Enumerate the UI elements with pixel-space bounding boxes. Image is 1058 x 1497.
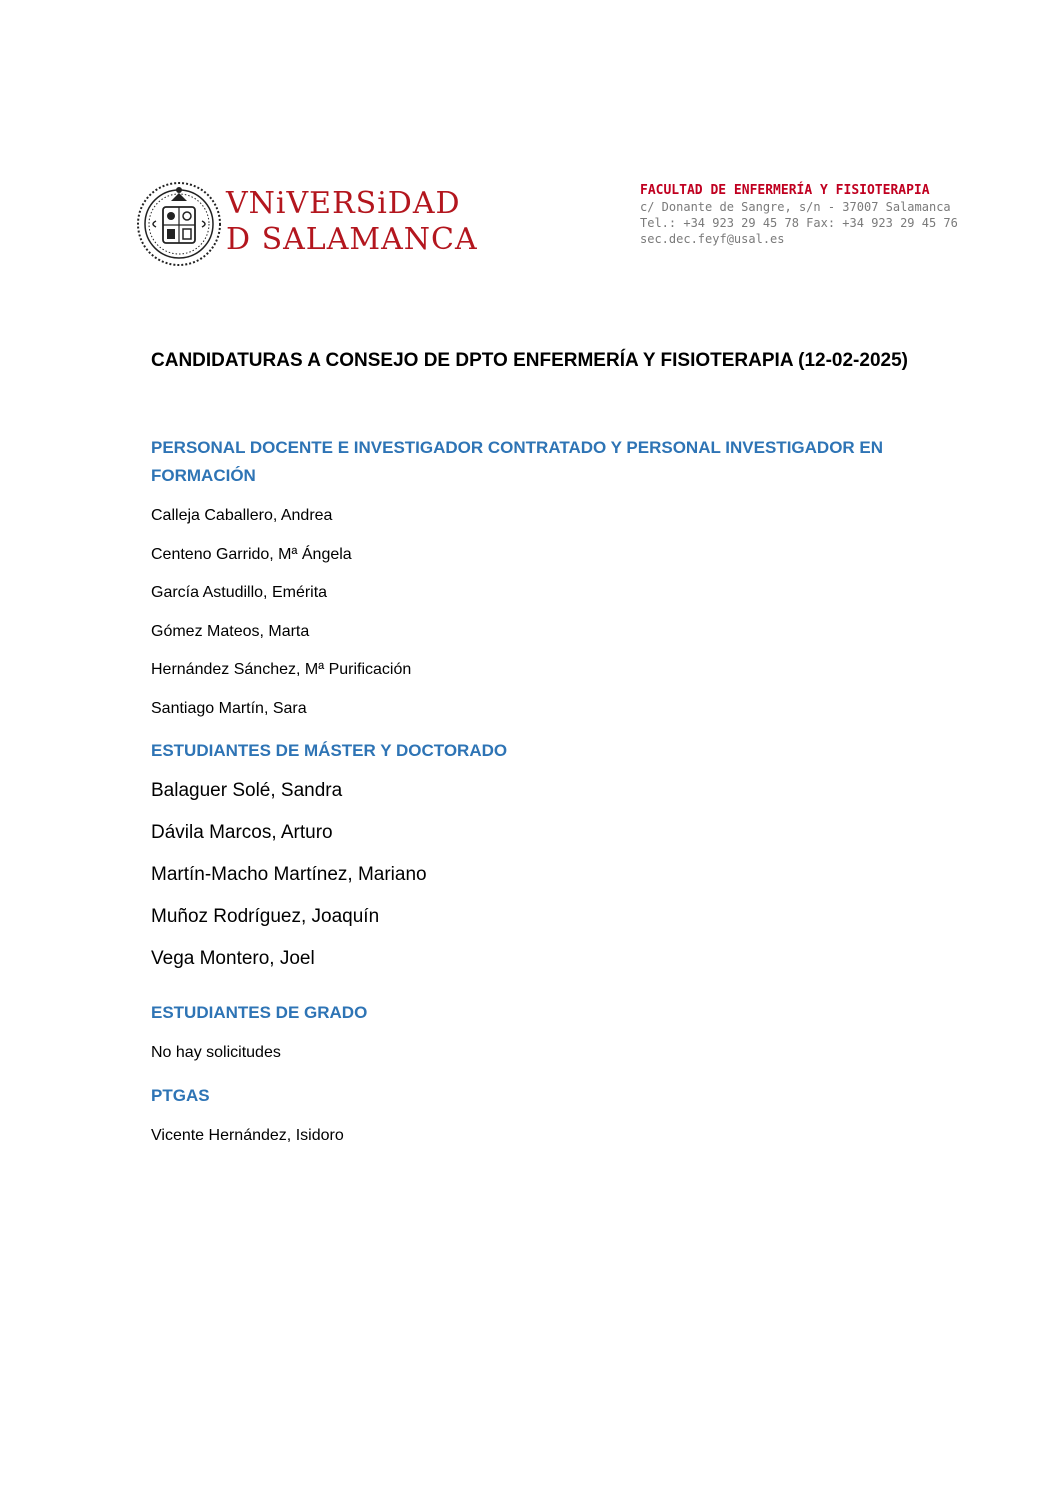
list-item: Gómez Mateos, Marta [151,623,310,640]
list-item: Dávila Marcos, Arturo [151,822,333,843]
section-heading-pdi-line1: PERSONAL DOCENTE E INVESTIGADOR CONTRATADO Y PERSONAL INVESTIGADOR EN [151,438,884,457]
list-item: Vega Montero, Joel [151,948,315,969]
list-item: Hernández Sánchez, Mª Purificación [151,661,412,678]
list-item: Balaguer Solé, Sandra [151,780,343,801]
section-heading-pdi [151,434,951,490]
logo-line-2: D SALAMANCA [226,222,478,257]
logo-wordmark [226,186,478,257]
list-item: García Astudillo, Emérita [151,584,328,601]
university-seal-icon [136,181,222,267]
section-heading-pdi-line2: FORMACIÓN [151,466,256,485]
faculty-email: sec.dec.feyf@usal.es [640,232,785,246]
faculty-address: c/ Donante de Sangre, s/n - 37007 Salamanca [640,200,951,214]
list-item: Calleja Caballero, Andrea [151,507,333,524]
list-item: Martín-Macho Martínez, Mariano [151,864,427,885]
list-item: Vicente Hernández, Isidoro [151,1127,344,1144]
page-title: CANDIDATURAS A CONSEJO DE DPTO ENFERMERÍA Y FISIOTERAPIA (12-02-2025) [151,350,908,371]
list-item: Muñoz Rodríguez, Joaquín [151,906,380,927]
logo-line-1: VNiVERSiDAD [226,186,461,221]
faculty-phone: Tel.: +34 923 29 45 78 Fax: +34 923 29 45 76 [640,216,958,230]
list-item: Santiago Martín, Sara [151,700,307,717]
faculty-name: FACULTAD DE ENFERMERÍA Y FISIOTERAPIA [640,183,930,198]
section-heading-master: ESTUDIANTES DE MÁSTER Y DOCTORADO [151,741,508,760]
list-item: Centeno Garrido, Mª Ángela [151,546,352,563]
section-heading-ptgas: PTGAS [151,1086,210,1105]
section-heading-grado: ESTUDIANTES DE GRADO [151,1003,368,1022]
faculty-header [640,183,1040,247]
university-logo [136,181,478,271]
list-item: No hay solicitudes [151,1044,281,1061]
